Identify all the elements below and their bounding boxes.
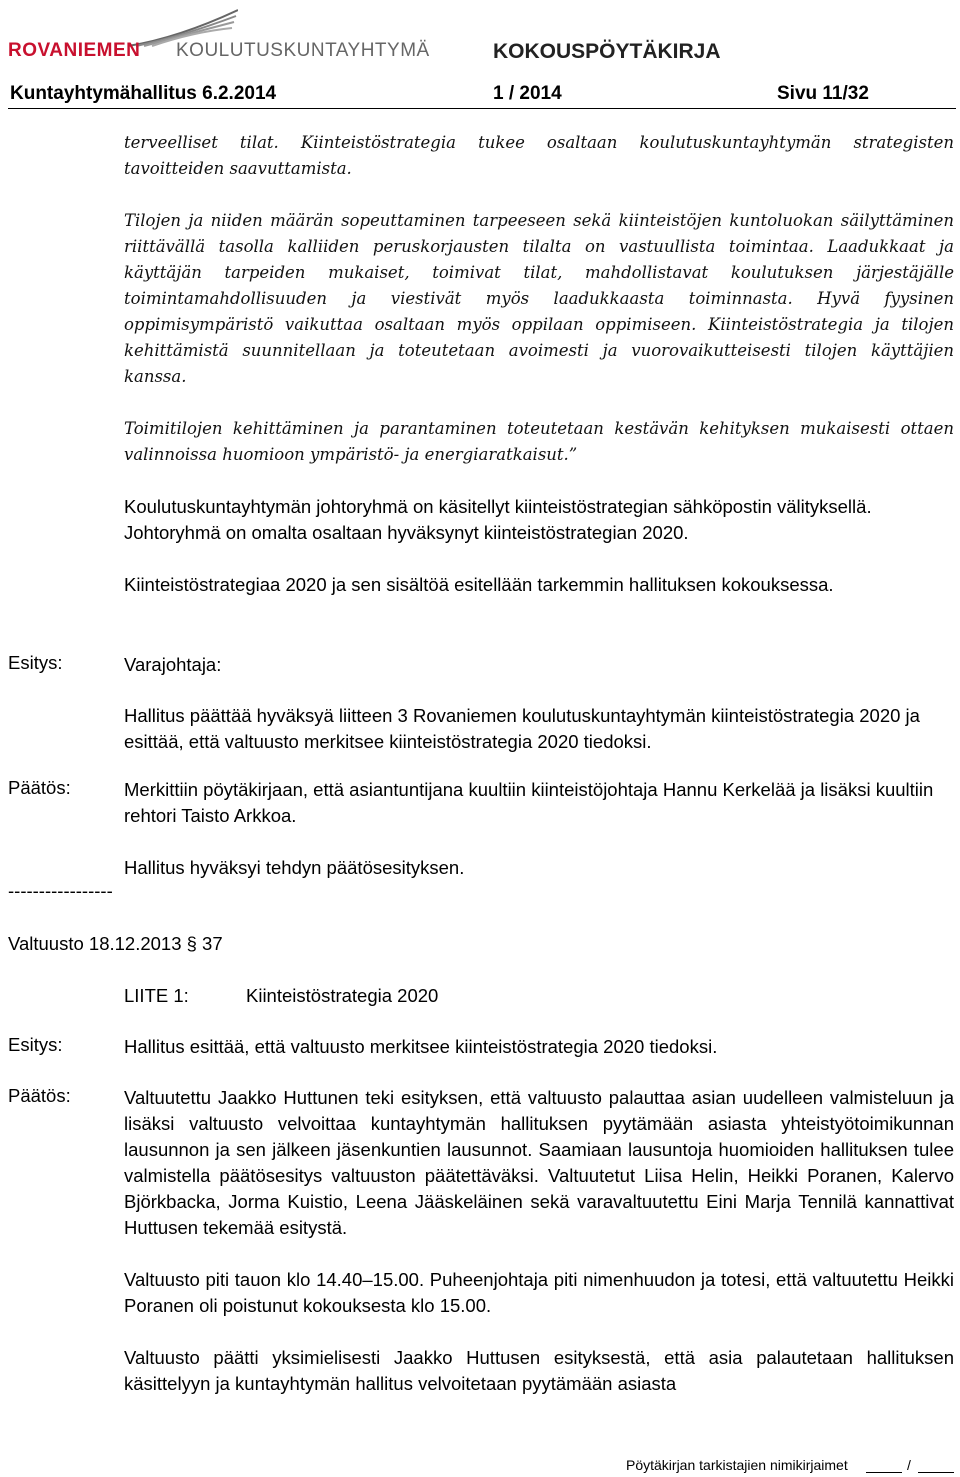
body-paragraph: Kiinteistöstrategiaa 2020 ja sen sisältöä esitellään tarkemmin hallituksen kokouksessa.	[124, 574, 834, 595]
paatos-label: Päätös:	[8, 1085, 71, 1106]
quote-paragraph: Tilojen ja niiden määrän sopeuttaminen tarpeeseen sekä kiinteistöjen kuntoluokan säilyttäminen riittävällä tasolla kalliiden peruskorjausten tilalta on vastuullista toimintaa. Laadukkaat ja käyttäjän tarpeiden mukaiset, toimivat tilat, mahdollistavat koulutuksen järjestäjälle toimintamahdollisuuden ja viestivät myös laadukkaasta toiminnasta. Hyvä fyysinen oppimisympäristö vaikuttaa osaltaan myös oppilaan oppimiseen. Kiinteistöstrategia ja tilojen kehittämistä suunnitellaan ja toteutetaan avoimesti ja vuorovaikutteisesti tilojen käyttäjien kanssa.	[124, 211, 954, 386]
esitys-label: Esitys:	[8, 652, 63, 673]
liite-label: LIITE 1:	[124, 985, 189, 1006]
esitys-text: Hallitus päättää hyväksyä liitteen 3 Rovaniemen koulutuskuntayhtymän kiinteistöstrategia 2020 ja esittää, että valtuusto merkitsee kiinteistöstrategia 2020 tiedoksi.	[124, 705, 920, 752]
header-divider	[8, 108, 956, 109]
paatos-text: Merkittiin pöytäkirjaan, että asiantuntijana kuultiin kiinteistöjohtaja Hannu Kerkelää ja lisäksi kuultiin rehtori Taisto Arkkoa.	[124, 779, 934, 826]
paatos-paragraph: Valtuusto päätti yksimielisesti Jaakko Huttusen esityksestä, että asia palautetaan hallituksen käsittelyyn ja kuntayhtymän hallitus velvoitetaan pyytämään asiasta	[124, 1347, 954, 1394]
signature-label: Pöytäkirjan tarkistajien nimikirjaimet	[626, 1457, 848, 1473]
meeting-number: 1 / 2014	[493, 83, 562, 104]
paatos-text: Hallitus hyväksyi tehdyn päätösesityksen.	[124, 857, 465, 878]
paatos-paragraph: Valtuutettu Jaakko Huttunen teki esityksen, että valtuusto palauttaa asian uudelleen valmisteluun ja lisäksi valtuusto velvoittaa kuntayhtymän hallituksen pyytämään asiasta yhteistyötoimikunnan lausunnon ja sen jälkeen jäsenkuntien lausunnot. Saamiaan lausuntoja huomioiden hallituksen tulee valmistella päätösesitys valtuuston päätettäväksi. Valtuutetut Liisa Helin, Heikki Poranen, Kalervo Björkbacka, Jorma Kuistio, Leena Jääskeläinen sekä varavaltuutettu Eini Marja Tennilä kannattivat Huttusen tekemää esitystä.	[124, 1087, 954, 1238]
quote-block	[124, 130, 954, 468]
signature-line[interactable]	[918, 1472, 954, 1473]
liite-title: Kiinteistöstrategia 2020	[246, 985, 439, 1006]
esitys-text: Hallitus esittää, että valtuusto merkitsee kiinteistöstrategia 2020 tiedoksi.	[124, 1036, 718, 1057]
body-block	[124, 494, 954, 598]
quote-paragraph: Toimitilojen kehittäminen ja parantaminen toteutetaan kestävän kehityksen mukaisesti ottaen valinnoissa huomioon ympäristö- ja energiaratkaisut.”	[124, 419, 954, 464]
paatos-block	[124, 1085, 954, 1397]
signature-line[interactable]	[866, 1472, 902, 1473]
paatos-paragraph: Valtuusto piti tauon klo 14.40–15.00. Puheenjohtaja piti nimenhuudon ja totesi, että valtuutettu Heikki Poranen oli poistunut kokouksesta klo 15.00.	[124, 1269, 954, 1316]
separator: -----------------	[8, 880, 113, 901]
meeting-title: Kuntayhtymähallitus 6.2.2014	[10, 83, 277, 104]
logo-text-right: KOULUTUSKUNTAYHTYMÄ	[176, 40, 430, 61]
document-type: KOKOUSPÖYTÄKIRJA	[493, 40, 721, 63]
valtuusto-title: Valtuusto 18.12.2013 § 37	[8, 933, 223, 954]
logo-text-left: ROVANIEMEN	[8, 40, 141, 61]
presenter-label: Varajohtaja:	[124, 654, 222, 675]
body-paragraph: Koulutuskuntayhtymän johtoryhmä on käsitellyt kiinteistöstrategian sähköpostin välityksellä. Johtoryhmä on omalta osaltaan hyväksynyt kiinteistöstrategian 2020.	[124, 496, 872, 543]
paatos-label: Päätös:	[8, 777, 71, 798]
esitys-label: Esitys:	[8, 1034, 63, 1055]
quote-paragraph: terveelliset tilat. Kiinteistöstrategia tukee osaltaan koulutuskuntayhtymän strategisten tavoitteiden saavuttamista.	[124, 133, 954, 178]
signature-separator: /	[907, 1457, 911, 1473]
page-number: Sivu 11/32	[777, 83, 869, 104]
logo	[8, 8, 428, 64]
